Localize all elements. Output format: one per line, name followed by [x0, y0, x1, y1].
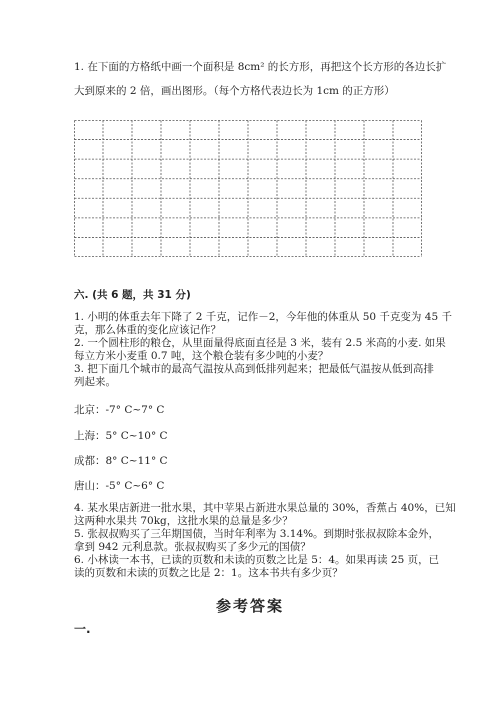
- problem-2-line-2: 每立方米小麦重 0.7 吨，这个粮仓装有多少吨的小麦？: [74, 350, 329, 362]
- problem-1-line-2: 克，那么体重的变化应该记作？: [74, 324, 221, 336]
- answer-section-1: 一.: [74, 622, 91, 636]
- section-6-title: 六. (共 6 题，共 31 分): [74, 289, 191, 301]
- problem-3-line-1: 3. 把下面几个城市的最高气温按从高到低排列起来；把最低气温按从低到高排: [74, 363, 434, 375]
- city-tangshan: 唐山：-5° C~6° C: [74, 480, 165, 492]
- city-shanghai: 上海：5° C~10° C: [74, 430, 168, 442]
- problem-4-line-2: 这两种水果共 70kg，这批水果的总量是多少？: [74, 515, 293, 527]
- answer-key-title: 参考答案: [215, 597, 284, 615]
- square-grid-paper: [74, 120, 422, 257]
- city-beijing: 北京：-7° C~7° C: [74, 404, 165, 416]
- problem-5-line-1: 5. 张叔叔购买了三年期国债，当时年利率为 3.14%。到期时张叔叔除本金外，: [74, 528, 440, 540]
- problem-2-line-1: 2. 一个圆柱形的粮仓，从里面量得底面直径是 3 米，装有 2.5 米高的小麦. 如果: [74, 337, 446, 349]
- problem-3-line-2: 列起来。: [74, 376, 116, 388]
- problem-4-line-1: 4. 某水果店新进一批水果，其中苹果占新进水果总量的 30%，香蕉占 40%，已知: [74, 502, 456, 514]
- question-1-line-1: 1. 在下面的方格纸中画一个面积是 8cm² 的长方形，再把这个长方形的各边长扩: [74, 61, 447, 73]
- problem-5-line-2: 拿到 942 元利息款。张叔叔购买了多少元的国债？: [74, 541, 311, 553]
- question-1-line-2: 大到原来的 2 倍，画出图形。（每个方格代表边长为 1cm 的正方形）: [74, 85, 395, 97]
- city-chengdu: 成都：8° C~11° C: [74, 455, 168, 467]
- problem-1-line-1: 1. 小明的体重去年下降了 2 千克，记作－2，今年他的体重从 50 千克变为 45 千: [74, 311, 452, 323]
- problem-6-line-1: 6. 小林读一本书，已读的页数和未读的页数之比是 5：4。如果再读 25 页，已: [74, 554, 440, 566]
- problem-6-line-2: 读的页数和未读的页数之比是 2：1。这本书共有多少页？: [74, 567, 343, 579]
